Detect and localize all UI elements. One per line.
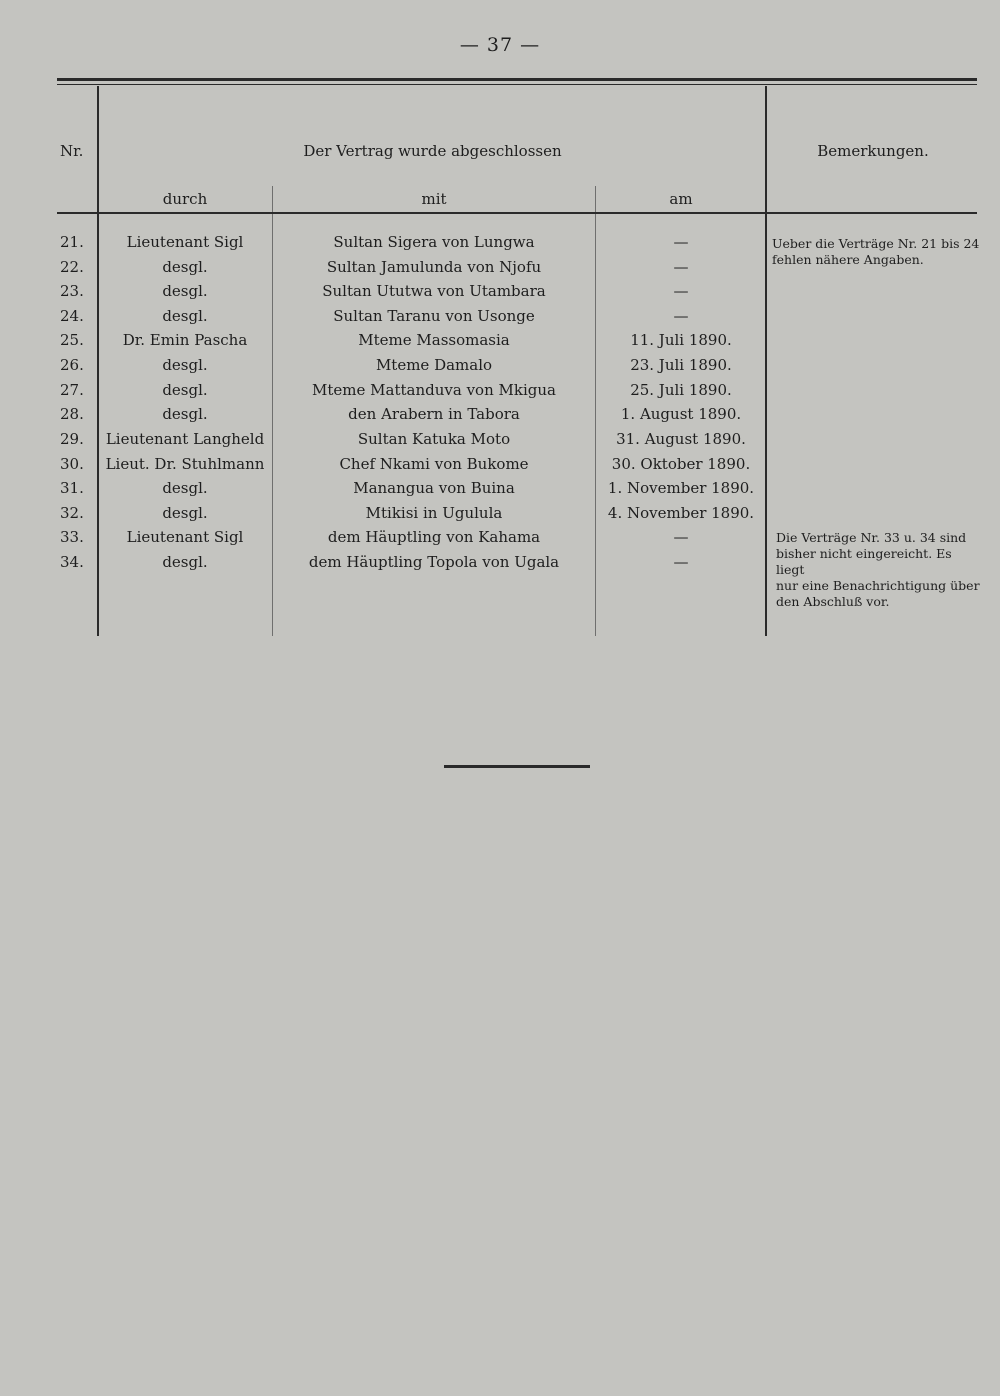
remark-line: fehlen nähere Angaben. <box>772 252 924 267</box>
row-am: — <box>673 258 689 276</box>
remark-line: den Abschluß vor. <box>776 594 890 609</box>
row-nr: 30. <box>60 455 84 473</box>
row-durch: desgl. <box>162 405 208 423</box>
row-nr: 32. <box>60 504 84 522</box>
row-durch: desgl. <box>162 356 208 374</box>
row-am: 31. August 1890. <box>616 430 746 448</box>
row-nr: 21. <box>60 233 84 251</box>
row-mit: Mtikisi in Ugulula <box>365 504 503 522</box>
column-rule-nr <box>97 86 99 636</box>
row-nr: 28. <box>60 405 84 423</box>
row-am: — <box>673 233 689 251</box>
column-rule-mit <box>595 186 596 636</box>
row-mit: Sultan Taranu von Usonge <box>333 307 535 325</box>
header-am: am <box>669 190 693 208</box>
remark-line: Die Verträge Nr. 33 u. 34 sind <box>776 530 967 545</box>
header-nr: Nr. <box>60 142 84 160</box>
row-nr: 22. <box>60 258 84 276</box>
row-durch: desgl. <box>162 479 208 497</box>
top-rule-thin <box>57 84 977 85</box>
row-mit: Sultan Katuka Moto <box>357 430 511 448</box>
row-am: 1. November 1890. <box>607 479 755 497</box>
header-rule <box>57 212 977 214</box>
remark-line: nur eine Benachrichtigung über <box>776 578 980 593</box>
row-durch: desgl. <box>162 282 208 300</box>
row-nr: 33. <box>60 528 84 546</box>
row-durch: Dr. Emin Pascha <box>122 331 248 349</box>
row-nr: 31. <box>60 479 84 497</box>
row-mit: Chef Nkami von Bukome <box>339 455 529 473</box>
remark-nr-21-24 <box>772 236 986 268</box>
remark-line: Ueber die Verträge Nr. 21 bis 24 <box>772 236 980 251</box>
row-mit: dem Häuptling von Kahama <box>327 528 541 546</box>
row-nr: 26. <box>60 356 84 374</box>
row-am: — <box>673 528 689 546</box>
row-nr: 27. <box>60 381 84 399</box>
row-am: 1. August 1890. <box>620 405 742 423</box>
row-durch: Lieut. Dr. Stuhlmann <box>105 455 265 473</box>
row-nr: 29. <box>60 430 84 448</box>
header-mit: mit <box>421 190 447 208</box>
row-mit: dem Häuptling Topola von Ugala <box>308 553 560 571</box>
row-nr: 25. <box>60 331 84 349</box>
row-durch: Lieutenant Sigl <box>126 233 244 251</box>
row-mit: Mteme Mattanduva von Mkigua <box>312 381 556 399</box>
row-am: 4. November 1890. <box>607 504 755 522</box>
row-durch: Lieutenant Langheld <box>105 430 265 448</box>
row-nr: 34. <box>60 553 84 571</box>
header-durch: durch <box>162 190 208 208</box>
remark-nr-33-34 <box>776 530 984 610</box>
column-rule-durch <box>272 186 273 636</box>
row-am: 23. Juli 1890. <box>630 356 732 374</box>
row-am: — <box>673 282 689 300</box>
row-mit: Mteme Damalo <box>375 356 493 374</box>
header-bemerkungen: Bemerkungen. <box>817 142 929 160</box>
row-durch: desgl. <box>162 381 208 399</box>
remark-line: bisher nicht eingereicht. Es liegt <box>776 546 952 577</box>
row-mit: Sultan Ututwa von Utambara <box>322 282 546 300</box>
row-nr: 23. <box>60 282 84 300</box>
row-mit: Sultan Jamulunda von Njofu <box>326 258 542 276</box>
header-vertrag: Der Vertrag wurde abgeschlossen <box>303 142 562 160</box>
row-mit: Manangua von Buina <box>353 479 515 497</box>
row-mit: Sultan Sigera von Lungwa <box>333 233 535 251</box>
row-durch: desgl. <box>162 504 208 522</box>
column-rule-am <box>765 86 767 636</box>
row-am: 11. Juli 1890. <box>630 331 732 349</box>
row-am: 30. Oktober 1890. <box>611 455 751 473</box>
row-mit: den Arabern in Tabora <box>348 405 520 423</box>
row-am: — <box>673 307 689 325</box>
row-mit: Mteme Massomasia <box>358 331 510 349</box>
row-durch: desgl. <box>162 553 208 571</box>
top-rule-thick <box>57 78 977 81</box>
row-durch: Lieutenant Sigl <box>126 528 244 546</box>
page-number: — 37 — <box>459 34 541 56</box>
row-am: 25. Juli 1890. <box>630 381 732 399</box>
row-durch: desgl. <box>162 258 208 276</box>
row-nr: 24. <box>60 307 84 325</box>
row-durch: desgl. <box>162 307 208 325</box>
closing-rule <box>444 765 590 768</box>
row-am: — <box>673 553 689 571</box>
